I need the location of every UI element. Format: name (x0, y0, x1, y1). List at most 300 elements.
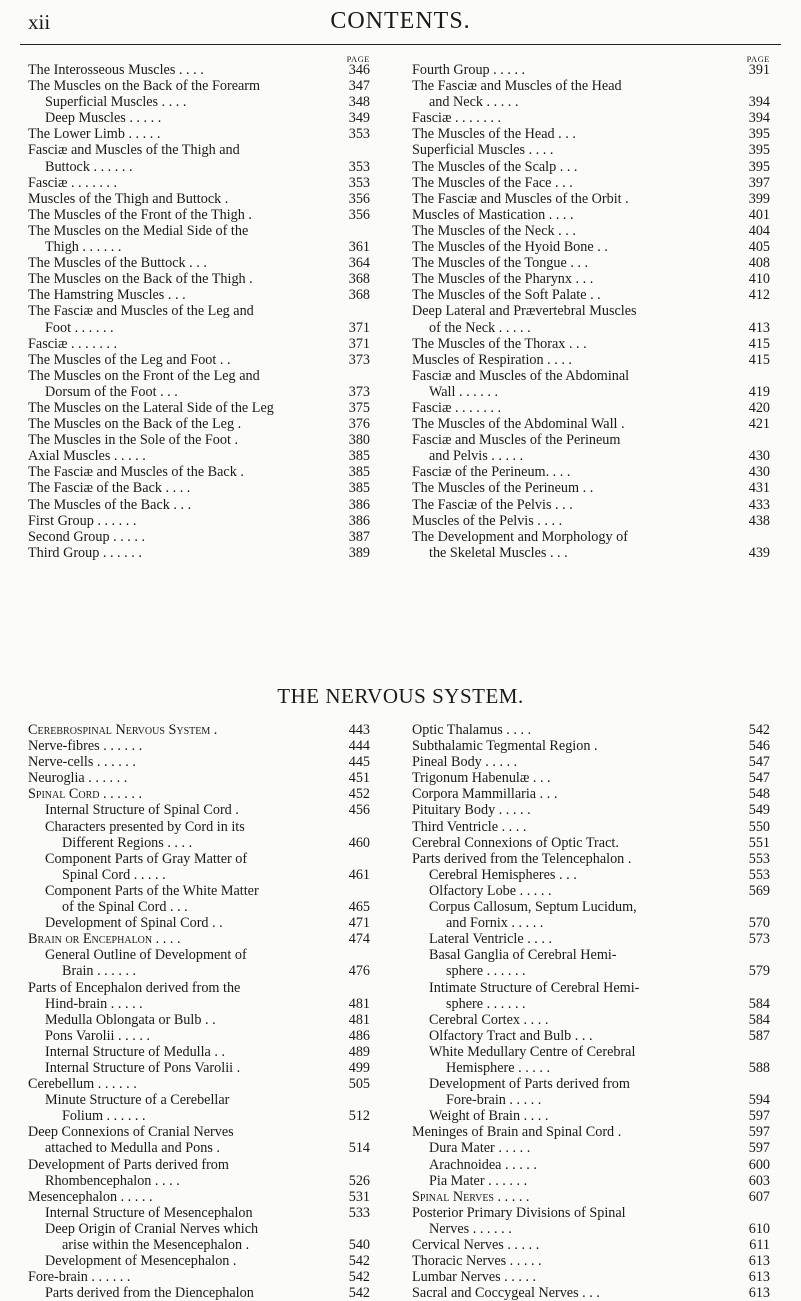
toc-entry-page: 526 (348, 1172, 370, 1189)
toc-entry (28, 867, 370, 883)
toc-entry-title: The Muscles of the Soft Palate . . (412, 287, 601, 304)
toc-entry (28, 851, 370, 867)
toc-entry-page: 380 (348, 432, 370, 449)
toc-entry-title: White Medullary Centre of Cerebral (429, 1043, 636, 1060)
toc-entry (412, 1108, 770, 1124)
toc-entry-page: 486 (348, 1027, 370, 1044)
toc-entry (28, 1285, 370, 1301)
toc-entry-page: 353 (348, 126, 370, 143)
toc-entry-title: sphere . . . . . . (446, 995, 526, 1012)
toc-entry (412, 819, 770, 835)
toc-entry-title: Corpus Callosum, Septum Lucidum, (429, 899, 637, 916)
toc-entry-title: The Muscles of the Scalp . . . (412, 158, 578, 175)
toc-entry-page: 439 (748, 544, 770, 561)
toc-entry-page: 405 (748, 239, 770, 256)
toc-column-lower-right (412, 722, 770, 1301)
toc-entry (28, 1173, 370, 1189)
toc-entry-page: 603 (748, 1172, 770, 1189)
toc-entry-title: Posterior Primary Divisions of Spinal (412, 1204, 626, 1221)
toc-entry-page: 385 (348, 448, 370, 465)
toc-entry (412, 1140, 770, 1156)
toc-entry (412, 1173, 770, 1189)
toc-entry-page: 394 (748, 94, 770, 111)
toc-entry-page: 430 (748, 448, 770, 465)
toc-entry (28, 980, 370, 996)
toc-entry-page: 364 (348, 255, 370, 272)
toc-entry-page: 597 (748, 1140, 770, 1157)
toc-entry (28, 931, 370, 947)
toc-entry (412, 384, 770, 400)
toc-entry (28, 126, 370, 142)
toc-entry (412, 223, 770, 239)
toc-entry (412, 448, 770, 464)
toc-entry-title: Third Group . . . . . . (28, 544, 142, 561)
toc-entry-title: The Muscles on the Front of the Leg and (28, 367, 260, 384)
toc-entry-title: Pituitary Body . . . . . (412, 802, 531, 819)
toc-entry-title: Trigonum Habenulæ . . . (412, 770, 551, 787)
toc-entry (28, 175, 370, 191)
toc-entry (412, 1028, 770, 1044)
toc-entry-page: 373 (348, 383, 370, 400)
toc-entry (412, 239, 770, 255)
toc-entry-title: Fasciæ and Muscles of the Abdominal (412, 367, 630, 384)
toc-entry (28, 915, 370, 931)
toc-entry-title: Wall . . . . . . (429, 383, 498, 400)
toc-entry (28, 722, 370, 738)
toc-entry (412, 464, 770, 480)
toc-entry-title: Subthalamic Tegmental Region . (412, 738, 598, 755)
toc-entry-page: 460 (348, 834, 370, 851)
toc-entry-title: Second Group . . . . . (28, 528, 146, 545)
toc-entry-page: 356 (348, 206, 370, 223)
toc-entry-title: Internal Structure of Medulla . . (45, 1043, 226, 1060)
toc-entry (412, 432, 770, 448)
toc-entry (28, 1012, 370, 1028)
toc-entry-title: Development of Spinal Cord . . (45, 915, 223, 932)
toc-entry-title: Folium . . . . . . (62, 1108, 146, 1125)
toc-entry (28, 432, 370, 448)
toc-entry-title: arise within the Mesencephalon . (62, 1237, 250, 1253)
toc-entry-title: Pineal Body . . . . . (412, 754, 518, 771)
toc-entry-page: 391 (748, 62, 770, 78)
toc-entry-page: 540 (348, 1237, 370, 1253)
toc-entry (28, 336, 370, 352)
toc-entry-page: 461 (348, 866, 370, 883)
toc-entry (412, 1012, 770, 1028)
toc-entry (28, 1124, 370, 1140)
toc-entry-title: Arachnoidea . . . . . (429, 1156, 537, 1173)
toc-entry (412, 1124, 770, 1140)
toc-entry (28, 1189, 370, 1205)
toc-entry (412, 142, 770, 158)
toc-entry-page: 385 (348, 464, 370, 481)
toc-entry-page: 551 (748, 834, 770, 851)
toc-entry-page: 584 (748, 995, 770, 1012)
toc-entry-title: Deep Origin of Cranial Nerves which (45, 1220, 259, 1237)
toc-entry (28, 963, 370, 979)
toc-entry-page: 346 (348, 62, 370, 78)
toc-entry-page: 584 (748, 1011, 770, 1028)
page-title: CONTENTS. (330, 8, 471, 34)
toc-entry (28, 1092, 370, 1108)
toc-entry-page: 607 (748, 1188, 770, 1205)
toc-entry-title: Fore-brain . . . . . . (28, 1269, 131, 1286)
toc-entry-title: The Muscles on the Medial Side of the (28, 222, 249, 239)
toc-entry (412, 899, 770, 915)
toc-entry-title: Internal Structure of Spinal Cord . (45, 802, 239, 819)
toc-entry (28, 159, 370, 175)
toc-entry (28, 819, 370, 835)
toc-entry-title: Cervical Nerves . . . . . (412, 1237, 540, 1253)
toc-entry (412, 931, 770, 947)
toc-entry-title: attached to Medulla and Pons . (45, 1140, 220, 1157)
toc-entry-title: Hind-brain . . . . . (45, 995, 143, 1012)
toc-entry (28, 480, 370, 496)
toc-entry-page: 419 (748, 383, 770, 400)
toc-entry-title: and Pelvis . . . . . (429, 448, 524, 465)
toc-entry-title: Pia Mater . . . . . . (429, 1172, 528, 1189)
toc-entry (28, 802, 370, 818)
toc-entry-page: 376 (348, 416, 370, 433)
toc-entry-title: The Muscles of the Abdominal Wall . (412, 416, 625, 433)
toc-entry (412, 1076, 770, 1092)
toc-entry-title: sphere . . . . . . (446, 963, 526, 980)
toc-entry-title: First Group . . . . . . (28, 512, 137, 529)
toc-entry-page: 553 (748, 850, 770, 867)
toc-entry (28, 191, 370, 207)
toc-entry (412, 352, 770, 368)
toc-entry-title: Rhombencephalon . . . . (45, 1172, 180, 1189)
toc-entry-page: 421 (748, 416, 770, 433)
toc-entry-title: Intimate Structure of Cerebral Hemi- (429, 979, 640, 996)
toc-entry (412, 1044, 770, 1060)
toc-entry-title: Mesencephalon . . . . . (28, 1188, 153, 1205)
toc-entry-page: 613 (748, 1269, 770, 1286)
toc-entry-page: 465 (348, 899, 370, 916)
toc-entry-title: the Skeletal Muscles . . . (429, 544, 568, 561)
toc-entry-title: Dura Mater . . . . . (429, 1140, 531, 1157)
toc-entry (412, 738, 770, 754)
toc-entry (412, 947, 770, 963)
toc-entry (28, 786, 370, 802)
toc-entry-page: 553 (748, 866, 770, 883)
toc-entry (412, 336, 770, 352)
toc-entry-page: 489 (348, 1043, 370, 1060)
toc-entry (412, 94, 770, 110)
toc-entry-page: 569 (748, 882, 770, 899)
toc-entry-page: 412 (748, 287, 770, 304)
toc-entry-title: of the Spinal Cord . . . (62, 899, 188, 916)
toc-entry (412, 110, 770, 126)
toc-entry (412, 126, 770, 142)
toc-entry (28, 1140, 370, 1156)
toc-entry-page: 353 (348, 174, 370, 191)
toc-entry-title: Cerebral Connexions of Optic Tract. (412, 834, 619, 851)
toc-entry-page: 438 (748, 512, 770, 529)
toc-entry-title: Superficial Muscles . . . . (45, 94, 187, 111)
toc-entry (28, 1221, 370, 1237)
toc-entry-page: 443 (348, 722, 370, 738)
toc-entry-title: Sacral and Coccygeal Nerves . . . (412, 1285, 600, 1301)
toc-entry (412, 400, 770, 416)
toc-entry (412, 368, 770, 384)
toc-entry-title: Component Parts of the White Matter (45, 882, 259, 899)
toc-entry-page: 542 (348, 1253, 370, 1270)
toc-entry-page: 481 (348, 1011, 370, 1028)
toc-entry-page: 387 (348, 528, 370, 545)
toc-entry-title: The Fasciæ and Muscles of the Head (412, 78, 622, 95)
toc-entry (28, 239, 370, 255)
toc-entry (412, 191, 770, 207)
toc-entry-title: Internal Structure of Mesencephalon (45, 1204, 253, 1221)
toc-entry-title: Cerebral Cortex . . . . (429, 1011, 549, 1028)
toc-entry (412, 867, 770, 883)
toc-entry-title: Lumbar Nerves . . . . . (412, 1269, 537, 1286)
toc-entry-title: and Fornix . . . . . (446, 915, 544, 932)
toc-entry-page: 375 (348, 399, 370, 416)
toc-entry-title: The Muscles on the Back of the Leg . (28, 416, 242, 433)
toc-entry-title: Parts derived from the Telencephalon . (412, 850, 632, 867)
toc-entry (28, 142, 370, 158)
toc-entry-title: Cerebellum . . . . . . (28, 1076, 137, 1093)
toc-entry-title: The Muscles of the Face . . . (412, 174, 573, 191)
toc-entry-title: Dorsum of the Foot . . . (45, 383, 178, 400)
toc-entry (412, 480, 770, 496)
toc-entry-title: Brain or Encephalon . . . . (28, 931, 181, 948)
toc-entry-title: The Interosseous Muscles . . . . (28, 62, 204, 78)
toc-entry (28, 352, 370, 368)
toc-entry-title: General Outline of Development of (45, 947, 247, 964)
toc-entry-page: 547 (748, 770, 770, 787)
toc-entry-title: Cerebrospinal Nervous System . (28, 722, 218, 738)
toc-entry (28, 303, 370, 319)
toc-entry (412, 78, 770, 94)
toc-entry-title: The Fasciæ and Muscles of the Leg and (28, 303, 254, 320)
toc-entry (28, 497, 370, 513)
toc-entry (28, 1237, 370, 1253)
toc-entry (28, 1060, 370, 1076)
toc-entry (28, 94, 370, 110)
toc-entry-title: Fasciæ . . . . . . . (28, 174, 118, 191)
toc-entry-page: 389 (348, 544, 370, 561)
toc-entry-title: Nerve-cells . . . . . . (28, 754, 136, 771)
toc-entry-title: The Muscles on the Lateral Side of the Leg (28, 399, 274, 416)
toc-entry (28, 770, 370, 786)
toc-entry (412, 416, 770, 432)
toc-entry-title: Thoracic Nerves . . . . . (412, 1253, 542, 1270)
toc-entry-page: 570 (748, 915, 770, 932)
toc-entry-page: 356 (348, 190, 370, 207)
toc-entry-title: Muscles of the Thigh and Buttock . (28, 190, 229, 207)
toc-entry-title: The Muscles of the Buttock . . . (28, 255, 207, 272)
toc-entry-page: 397 (748, 174, 770, 191)
page-column-label (412, 51, 770, 62)
toc-entry-title: Medulla Oblongata or Bulb . . (45, 1011, 216, 1028)
toc-entry-page: 548 (748, 786, 770, 803)
toc-entry (28, 835, 370, 851)
toc-entry-title: Fasciæ and Muscles of the Perineum (412, 432, 621, 449)
toc-entry-page: 386 (348, 496, 370, 513)
toc-entry-page: 415 (748, 335, 770, 352)
toc-entry-title: The Muscles in the Sole of the Foot . (28, 432, 239, 449)
toc-entry-page: 597 (748, 1124, 770, 1141)
toc-entry-title: The Muscles of the Perineum . . (412, 480, 594, 497)
toc-entry-title: The Fasciæ of the Back . . . . (28, 480, 191, 497)
toc-entry-page: 613 (748, 1285, 770, 1301)
toc-entry-title: Development of Parts derived from (429, 1076, 630, 1093)
toc-entry-title: The Muscles of the Back . . . (28, 496, 192, 513)
toc-entry-title: Deep Lateral and Prævertebral Muscles (412, 303, 637, 320)
toc-entry-page: 368 (348, 271, 370, 288)
toc-column-lower-left (28, 722, 370, 1301)
toc-entry-title: Fasciæ and Muscles of the Thigh and (28, 142, 240, 159)
toc-entry (412, 770, 770, 786)
toc-entry-title: Deep Connexions of Cranial Nerves (28, 1124, 234, 1141)
toc-column-upper-left (28, 51, 370, 561)
toc-entry (28, 62, 370, 78)
toc-entry (412, 1221, 770, 1237)
toc-entry-page: 395 (748, 142, 770, 159)
toc-entry-title: The Fasciæ and Muscles of the Back . (28, 464, 244, 481)
toc-entry-title: The Muscles of the Leg and Foot . . (28, 351, 231, 368)
toc-entry-page: 533 (348, 1204, 370, 1221)
toc-entry-page: 385 (348, 480, 370, 497)
toc-entry-title: The Fasciæ of the Pelvis . . . (412, 496, 573, 513)
toc-entry (28, 110, 370, 126)
toc-entry-page: 588 (748, 1059, 770, 1076)
toc-entry-page: 594 (748, 1092, 770, 1109)
toc-entry (412, 786, 770, 802)
toc-entry-page: 410 (748, 271, 770, 288)
toc-entry-page: 474 (348, 931, 370, 948)
toc-entry-page: 476 (348, 963, 370, 980)
toc-entry-page: 579 (748, 963, 770, 980)
toc-entry (412, 529, 770, 545)
toc-entry-page: 420 (748, 399, 770, 416)
toc-entry-page: 514 (348, 1140, 370, 1157)
toc-entry-title: Third Ventricle . . . . (412, 818, 527, 835)
toc-entry-title: Fourth Group . . . . . (412, 62, 526, 78)
toc-entry (28, 754, 370, 770)
toc-entry (28, 320, 370, 336)
toc-entry-title: Fore-brain . . . . . (446, 1092, 542, 1109)
toc-entry-page: 415 (748, 351, 770, 368)
toc-entry (28, 400, 370, 416)
toc-entry (412, 255, 770, 271)
toc-entry (412, 963, 770, 979)
toc-entry-page: 401 (748, 206, 770, 223)
toc-entry-title: The Fasciæ and Muscles of the Orbit . (412, 190, 629, 207)
toc-entry (28, 416, 370, 432)
toc-entry-page: 373 (348, 351, 370, 368)
toc-entry-title: The Muscles of the Pharynx . . . (412, 271, 594, 288)
toc-entry-title: Parts of Encephalon derived from the (28, 979, 241, 996)
toc-entry (412, 62, 770, 78)
toc-entry-page: 361 (348, 239, 370, 256)
toc-entry-page: 531 (348, 1188, 370, 1205)
toc-entry (412, 1205, 770, 1221)
toc-entry-page: 499 (348, 1059, 370, 1076)
toc-entry-title: The Development and Morphology of (412, 528, 628, 545)
toc-entry (28, 545, 370, 561)
toc-entry (412, 883, 770, 899)
toc-column-upper-right (412, 51, 770, 561)
toc-entry-title: The Muscles of the Neck . . . (412, 222, 576, 239)
toc-entry-page: 413 (748, 319, 770, 336)
toc-entry-title: and Neck . . . . . (429, 94, 519, 111)
toc-entry-title: The Muscles of the Head . . . (412, 126, 576, 143)
toc-entry-title: Axial Muscles . . . . . (28, 448, 146, 465)
toc-entry-title: Meninges of Brain and Spinal Cord . (412, 1124, 622, 1141)
toc-entry-page: 368 (348, 287, 370, 304)
page-folio: xii (28, 10, 51, 34)
toc-entry-page: 347 (348, 78, 370, 95)
toc-entry (412, 159, 770, 175)
toc-entry-title: Muscles of Respiration . . . . (412, 351, 572, 368)
toc-entry-page: 445 (348, 754, 370, 771)
toc-entry-title: Different Regions . . . . (62, 834, 193, 851)
toc-entry-title: Nerve-fibres . . . . . . (28, 738, 143, 755)
toc-entry-page: 610 (748, 1220, 770, 1237)
toc-entry-title: Fasciæ of the Perineum. . . . (412, 464, 571, 481)
toc-entry (28, 529, 370, 545)
toc-entry-page: 542 (748, 722, 770, 738)
toc-entry-title: Spinal Cord . . . . . . (28, 786, 143, 803)
toc-entry-title: The Muscles of the Tongue . . . (412, 255, 589, 272)
toc-entry-title: The Muscles of the Front of the Thigh . (28, 206, 252, 223)
toc-entry-page: 404 (748, 222, 770, 239)
section-heading: THE NERVOUS SYSTEM. (277, 684, 524, 708)
toc-entry (412, 802, 770, 818)
toc-entry-page: 505 (348, 1076, 370, 1093)
toc-entry (28, 223, 370, 239)
toc-entry-page: 471 (348, 915, 370, 932)
toc-entry (28, 513, 370, 529)
toc-entry (28, 947, 370, 963)
toc-entry (412, 513, 770, 529)
toc-entry-page: 456 (348, 802, 370, 819)
toc-entry-title: Brain . . . . . . (62, 963, 137, 980)
toc-entry (412, 996, 770, 1012)
toc-entry (28, 1076, 370, 1092)
toc-entry (28, 1205, 370, 1221)
toc-entry-page: 587 (748, 1027, 770, 1044)
toc-entry (28, 448, 370, 464)
toc-entry-title: Spinal Nerves . . . . . (412, 1188, 530, 1205)
toc-entry-title: Minute Structure of a Cerebellar (45, 1092, 230, 1109)
toc-entry (28, 1253, 370, 1269)
toc-entry (412, 545, 770, 561)
toc-entry-page: 573 (748, 931, 770, 948)
toc-entry-page: 613 (748, 1253, 770, 1270)
page-column-label-text: PAGE (746, 54, 770, 64)
toc-entry-page: 550 (748, 818, 770, 835)
toc-entry-page: 431 (748, 480, 770, 497)
toc-entry-title: Neuroglia . . . . . . (28, 770, 128, 787)
toc-entry (28, 464, 370, 480)
toc-entry-title: Development of Parts derived from (28, 1156, 229, 1173)
toc-entry-title: Foot . . . . . . (45, 319, 114, 336)
toc-entry-page: 546 (748, 738, 770, 755)
toc-entry-title: Characters presented by Cord in its (45, 818, 245, 835)
toc-entry (412, 320, 770, 336)
toc-entry (412, 1157, 770, 1173)
toc-entry-title: Thigh . . . . . . (45, 239, 122, 256)
toc-entry-page: 394 (748, 110, 770, 127)
toc-entry (412, 287, 770, 303)
toc-entry (28, 384, 370, 400)
toc-entry (412, 722, 770, 738)
